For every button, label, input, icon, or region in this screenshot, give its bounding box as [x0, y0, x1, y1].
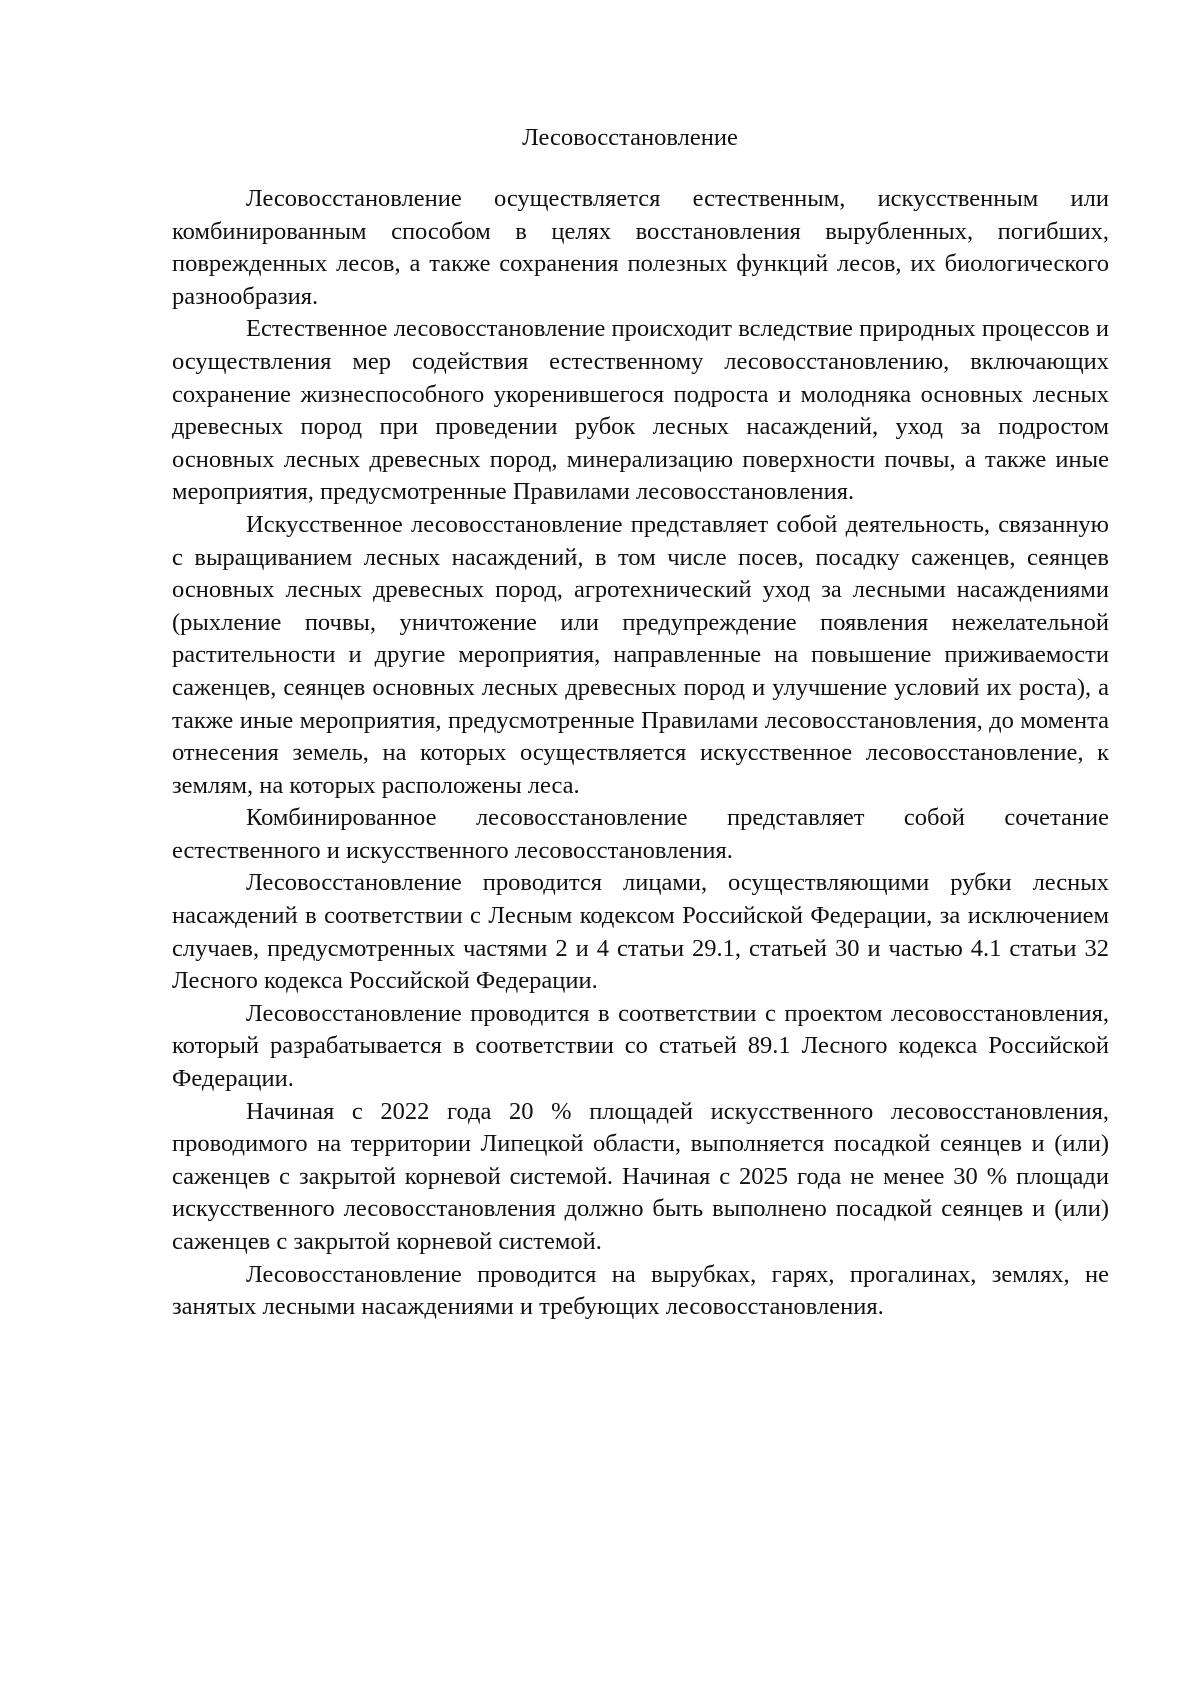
- paragraph-natural: Естественное лесовосстановление происходит вследствие природных процессов и осуществления мер содействия естественному лесовосстановлению, включающих сохранение жизнеспособного укоренившегося подроста и молодняка основных лесных древесных пород при проведении рубок лесных насаждений, уход за подростом основных лесных древесных пород, минерализацию поверхности почвы, а также иные мероприятия, предусмотренные Правилами лесовосстановления.: [172, 315, 1109, 506]
- document-body: [172, 183, 1109, 1324]
- document-title: Лесовосстановление: [522, 124, 738, 151]
- paragraph-responsible-parties: Лесовосстановление проводится лицами, осуществляющими рубки лесных насаждений в соответствии с Лесным кодексом Российской Федерации, за исключением случаев, предусмотренных частями 2 и 4 статьи 29.1, статьей 30 и частью 4.1 статьи 32 Лесного кодекса Российской Федерации.: [172, 869, 1109, 995]
- paragraph-project: Лесовосстановление проводится в соответствии с проектом лесовосстановления, который разрабатывается в соответствии со статьей 89.1 Лесного кодекса Российской Федерации.: [172, 999, 1109, 1093]
- paragraph-combined: Комбинированное лесовосстановление представляет собой сочетание естественного и искусственного лесовосстановления.: [172, 804, 1109, 864]
- paragraph-closed-root-system: Начиная с 2022 года 20 % площадей искусственного лесовосстановления, проводимого на территории Липецкой области, выполняется посадкой сеянцев и (или) саженцев с закрытой корневой системой. Начиная с 2025 года не менее 30 % площади искусственного лесовосстановления должно быть выполнено посадкой сеянцев и (или) саженцев с закрытой корневой системой.: [172, 1097, 1109, 1255]
- paragraph-general: Лесовосстановление осуществляется естественным, искусственным или комбинированным способом в целях восстановления вырубленных, погибших, поврежденных лесов, а также сохранения полезных функций лесов, их биологического разнообразия.: [172, 185, 1109, 310]
- paragraph-artificial: Искусственное лесовосстановление представляет собой деятельность, связанную с выращиванием лесных насаждений, в том числе посев, посадку саженцев, сеянцев основных лесных древесных пород, агротехнический уход за лесными насаждениями (рыхление почвы, уничтожение или предупреждение появления нежелательной растительности и другие мероприятия, направленные на повышение приживаемости саженцев, сеянцев основных лесных древесных пород и улучшение условий их роста), а также иные мероприятия, предусмотренные Правилами лесовосстановления, до момента отнесения земель, на которых осуществляется искусственное лесовосстановление, к землям, на которых расположены леса.: [172, 510, 1109, 799]
- paragraph-locations: Лесовосстановление проводится на вырубках, гарях, прогалинах, землях, не занятых лесными насаждениями и требующих лесовосстановления.: [172, 1260, 1109, 1321]
